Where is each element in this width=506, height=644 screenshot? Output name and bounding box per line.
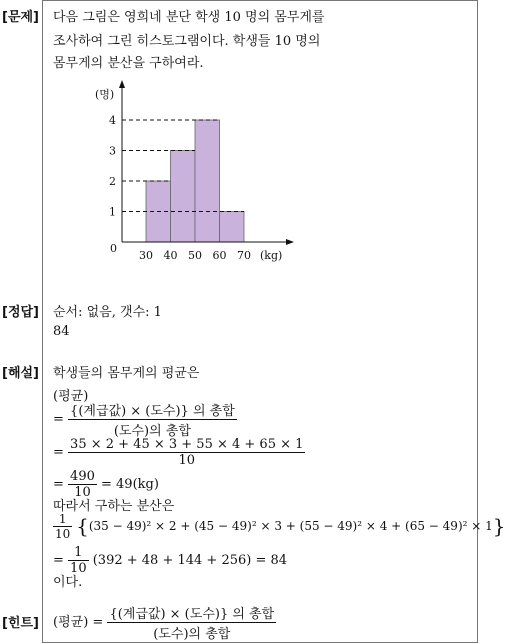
hint-formula-row xyxy=(53,603,276,642)
variance-formula-row xyxy=(53,512,506,541)
problem-line-2: 조사하여 그린 히스토그램이다. 학생들 10 명의 xyxy=(53,34,321,49)
mean-result-value: = 49(kg) xyxy=(101,477,159,492)
variance-sum: (392 + 48 + 144 + 256) = 84 xyxy=(92,553,288,568)
hint-numerator: {(계급값) × (도수)} 의 총합 xyxy=(107,603,276,623)
problem-line-3: 몸무게의 분산을 구하여라. xyxy=(53,56,204,71)
hint-label: [힌트] xyxy=(2,616,39,631)
y-tick-label: 1 xyxy=(109,205,116,219)
histogram-bar xyxy=(171,151,196,243)
variance-terms: (35 − 49)² × 2 + (45 − 49)² × 3 + (55 − 49)² × 4 + (65 − 49)² × 1 xyxy=(88,519,493,533)
right-brace: } xyxy=(492,514,506,538)
left-brace: { xyxy=(76,514,89,538)
solution-end: 이다. xyxy=(53,575,83,590)
variance-sum-row xyxy=(53,545,287,576)
equals-sign: = xyxy=(53,445,64,460)
y-tick-label: 2 xyxy=(109,175,116,188)
y-axis-unit: (명) xyxy=(95,88,115,101)
variance-intro: 따라서 구하는 분산은 xyxy=(53,499,175,514)
mean-substitution-denominator: 10 xyxy=(178,453,195,468)
x-tick-label: 30 xyxy=(139,249,153,262)
mean-substitution-row xyxy=(53,437,305,468)
mean-formula-denominator: (도수)의 총합 xyxy=(113,424,191,439)
hint-denominator: (도수)의 총합 xyxy=(153,627,231,642)
histogram-bar xyxy=(220,212,245,243)
equals-sign: = xyxy=(53,412,64,427)
solution-intro: 학생들의 몸무게의 평균은 xyxy=(53,366,200,381)
y-tick-label: 4 xyxy=(109,114,116,127)
x-tick-label: 60 xyxy=(212,249,227,262)
mean-substitution-fraction xyxy=(68,437,305,468)
origin-label: 0 xyxy=(110,242,117,255)
mean-formula-numerator: {(계급값) × (도수)} 의 총합 xyxy=(68,400,237,420)
hint-mean-label: (평균) = xyxy=(53,615,104,630)
mean-formula-row xyxy=(53,400,237,439)
variance-sum-coefficient-numerator: 1 xyxy=(68,545,89,561)
solution-label: [해설] xyxy=(2,366,39,381)
variance-coefficient-denominator: 10 xyxy=(55,527,71,541)
x-tick-label: 40 xyxy=(163,249,178,262)
x-tick-label: 70 xyxy=(237,249,251,262)
mean-substitution-numerator: 35 × 2 + 45 × 3 + 55 × 4 + 65 × 1 xyxy=(70,437,304,452)
variance-coefficient xyxy=(53,512,72,541)
variance-sum-coefficient-denominator: 10 xyxy=(70,561,87,576)
answer-label: [정답] xyxy=(2,305,39,320)
histogram-bar xyxy=(195,120,220,242)
histogram-chart xyxy=(85,78,310,268)
y-axis-arrow xyxy=(119,80,125,88)
problem-label: [문제] xyxy=(2,10,39,25)
answer-line-1: 순서: 없음, 갯수: 1 xyxy=(53,305,162,320)
answer-line-2: 84 xyxy=(53,324,70,339)
equals-sign: = xyxy=(53,553,64,568)
mean-result-numerator: 490 xyxy=(70,469,95,484)
x-axis-arrow xyxy=(286,239,294,245)
hint-fraction xyxy=(107,603,276,642)
problem-line-1: 다음 그림은 영희네 분단 학생 10 명의 몸무게를 xyxy=(53,10,325,25)
mean-label: (평균) xyxy=(53,389,89,404)
x-tick-label: 50 xyxy=(188,249,202,262)
y-tick-label: 3 xyxy=(109,144,116,158)
equals-sign: = xyxy=(53,477,64,492)
mean-result-denominator: 10 xyxy=(74,485,91,500)
mean-formula-fraction xyxy=(68,400,237,439)
variance-coefficient-numerator: 1 xyxy=(53,512,72,527)
x-axis-unit: (kg) xyxy=(260,249,283,262)
